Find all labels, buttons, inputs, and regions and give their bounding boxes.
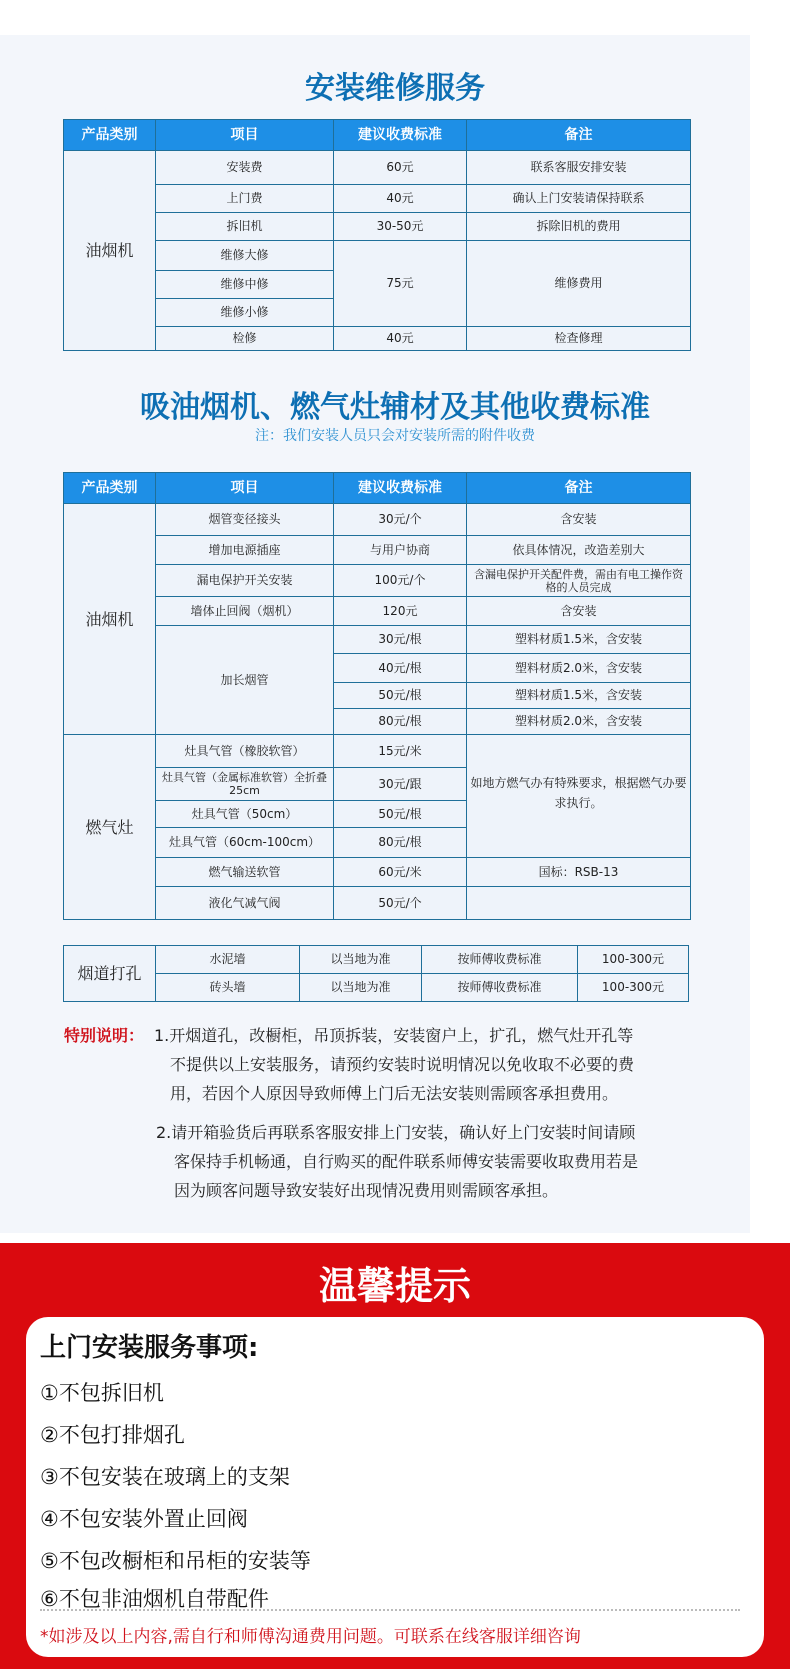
tips-card [26, 1317, 764, 1657]
table-row [64, 887, 691, 920]
item-cell: 维修大修 [156, 241, 334, 271]
section2-title: 吸油烟机、燃气灶辅材及其他收费标准 [140, 390, 650, 425]
item-cell: 烟管变径接头 [156, 504, 334, 536]
special-p1-line3: 用，若因个人原因导致师傅上门后无法安装则需顾客承担费用。 [170, 1084, 619, 1103]
basis-cell: 以当地为准 [300, 974, 422, 1002]
header-price: 建议收费标准 [334, 120, 467, 151]
price-cell: 75元 [334, 241, 467, 327]
special-p1-line1: 1.开烟道孔，改橱柜，吊顶拆装，安装窗户上，扩孔，燃气灶开孔等 [154, 1026, 634, 1045]
basis-cell: 以当地为准 [300, 946, 422, 974]
header-category: 产品类别 [64, 120, 156, 151]
table-row [64, 735, 691, 768]
item-cell: 安装费 [156, 151, 334, 185]
header-item: 项目 [156, 473, 334, 504]
item-cell: 墙体止回阀（烟机） [156, 597, 334, 626]
item-cell: 漏电保护开关安装 [156, 565, 334, 597]
note-cell: 含安装 [467, 504, 691, 536]
special-label: 特别说明： [64, 1026, 145, 1045]
price-cell: 100-300元 [578, 946, 689, 974]
price-cell: 80元/根 [334, 709, 467, 735]
list-item: ④不包安装外置止回阀 [40, 1507, 248, 1531]
header-note: 备注 [467, 120, 691, 151]
list-item: ③不包安装在玻璃上的支架 [40, 1465, 290, 1489]
item-cell: 液化气减气阀 [156, 887, 334, 920]
table-row [64, 185, 691, 213]
category-cell: 油烟机 [64, 151, 156, 351]
item-cell: 灶具气管（橡胶软管） [156, 735, 334, 768]
list-item: ⑥不包非油烟机自带配件 [40, 1587, 269, 1611]
note-cell: 含漏电保护开关配件费，需由有电工操作资格的人员完成 [467, 565, 691, 597]
service-fee-table [63, 119, 691, 351]
note-cell: 塑料材质1.5米，含安装 [467, 683, 691, 709]
price-cell: 100-300元 [578, 974, 689, 1002]
note-cell: 含安装 [467, 597, 691, 626]
list-item: ①不包拆旧机 [40, 1381, 164, 1405]
price-cell: 50元/根 [334, 683, 467, 709]
item-cell: 灶具气管（金属标准软管）全折叠25cm [156, 768, 334, 801]
price-cell: 50元/个 [334, 887, 467, 920]
note-cell: 拆除旧机的费用 [467, 213, 691, 241]
note-cell: 联系客服安排安装 [467, 151, 691, 185]
item-cell: 检修 [156, 327, 334, 351]
table-row [64, 536, 691, 565]
price-cell: 100元/个 [334, 565, 467, 597]
header-note: 备注 [467, 473, 691, 504]
table-row [64, 946, 689, 974]
item-cell: 维修小修 [156, 299, 334, 327]
note-cell: 确认上门安装请保持联系 [467, 185, 691, 213]
table-row [64, 504, 691, 536]
table-row [64, 626, 691, 654]
table-row [64, 151, 691, 185]
wall-cell: 砖头墙 [156, 974, 300, 1002]
price-cell: 60元 [334, 151, 467, 185]
table-row [64, 241, 691, 271]
price-cell: 30元/个 [334, 504, 467, 536]
tips-card-title: 上门安装服务事项: [40, 1333, 259, 1363]
special-p2-line3: 因为顾客问题导致安装好出现情况费用则需顾客承担。 [174, 1181, 559, 1200]
note-cell: 如地方燃气办有特殊要求，根据燃气办要求执行。 [467, 735, 691, 858]
tips-title: 温馨提示 [318, 1264, 471, 1308]
category-cell: 油烟机 [64, 504, 156, 735]
divider [40, 1609, 740, 1611]
item-cell: 燃气输送软管 [156, 858, 334, 887]
item-cell: 拆旧机 [156, 213, 334, 241]
special-p2-line2: 客保持手机畅通，自行购买的配件联系师傅安装需要收取费用若是 [174, 1152, 639, 1171]
note-cell: 塑料材质2.0米，含安装 [467, 709, 691, 735]
standard-cell: 按师傅收费标准 [422, 974, 578, 1002]
table-row [64, 858, 691, 887]
item-cell: 灶具气管（50cm） [156, 801, 334, 828]
price-cell: 60元/米 [334, 858, 467, 887]
table-header-row [64, 120, 691, 151]
note-cell: 国标：RSB-13 [467, 858, 691, 887]
price-cell: 50元/根 [334, 801, 467, 828]
special-p1-line2: 不提供以上安装服务，请预约安装时说明情况以免收取不必要的费 [170, 1055, 635, 1074]
table-row [64, 974, 689, 1002]
note-cell: 塑料材质1.5米，含安装 [467, 626, 691, 654]
note-cell: 检查修理 [467, 327, 691, 351]
item-cell: 增加电源插座 [156, 536, 334, 565]
item-cell: 加长烟管 [156, 626, 334, 735]
item-cell: 灶具气管（60cm-100cm） [156, 828, 334, 858]
item-cell: 上门费 [156, 185, 334, 213]
section1-title: 安装维修服务 [305, 71, 485, 106]
special-p2-line1: 2.请开箱验货后再联系客服安排上门安装，确认好上门安装时间请顾 [156, 1123, 636, 1142]
note-cell: 维修费用 [467, 241, 691, 327]
flue-drilling-table [63, 945, 689, 1002]
price-cell: 30元/跟 [334, 768, 467, 801]
price-cell: 40元 [334, 185, 467, 213]
header-category: 产品类别 [64, 473, 156, 504]
header-price: 建议收费标准 [334, 473, 467, 504]
accessory-fee-table [63, 472, 691, 920]
table-header-row [64, 473, 691, 504]
table-row [64, 597, 691, 626]
tips-footer: *如涉及以上内容,需自行和师傅沟通费用问题。可联系在线客服详细咨询 [40, 1627, 581, 1647]
standard-cell: 按师傅收费标准 [422, 946, 578, 974]
note-cell: 依具体情况，改造差别大 [467, 536, 691, 565]
section2-note: 注：我们安装人员只会对安装所需的附件收费 [255, 428, 535, 444]
item-cell: 维修中修 [156, 271, 334, 299]
list-item: ⑤不包改橱柜和吊柜的安装等 [40, 1549, 311, 1573]
note-cell [467, 887, 691, 920]
table-row [64, 565, 691, 597]
table-row [64, 327, 691, 351]
list-item: ②不包打排烟孔 [40, 1423, 185, 1447]
note-cell: 塑料材质2.0米，含安装 [467, 654, 691, 683]
price-cell: 30元/根 [334, 626, 467, 654]
price-cell: 40元 [334, 327, 467, 351]
price-cell: 120元 [334, 597, 467, 626]
price-cell: 与用户协商 [334, 536, 467, 565]
header-item: 项目 [156, 120, 334, 151]
price-cell: 80元/根 [334, 828, 467, 858]
category-cell: 烟道打孔 [64, 946, 156, 1002]
table-row [64, 213, 691, 241]
category-cell: 燃气灶 [64, 735, 156, 920]
wall-cell: 水泥墙 [156, 946, 300, 974]
price-cell: 15元/米 [334, 735, 467, 768]
price-cell: 30-50元 [334, 213, 467, 241]
price-cell: 40元/根 [334, 654, 467, 683]
